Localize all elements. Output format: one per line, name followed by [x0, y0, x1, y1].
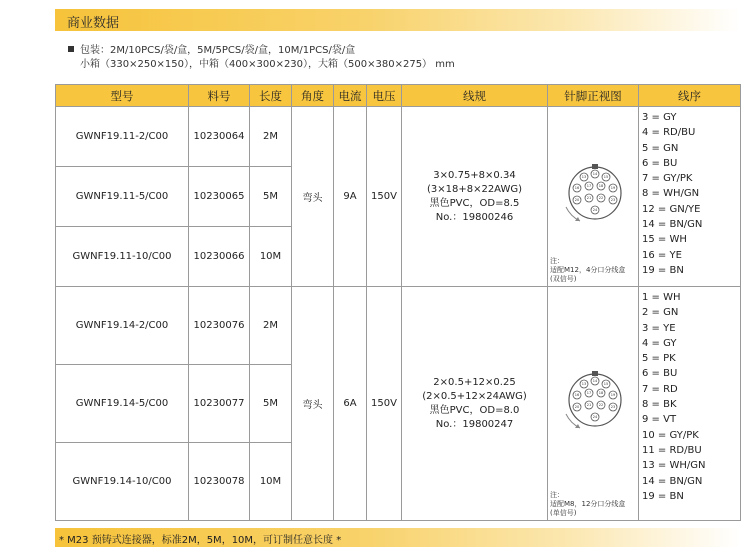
- header-wire-spec: 线规: [402, 85, 548, 107]
- wiring-entry: 14 = BN/GN: [642, 219, 703, 231]
- voltage-cell: 150V: [367, 287, 402, 521]
- wiring-entry: 8 = WH/GN: [642, 188, 700, 200]
- spec-line: (3×18+8×22AWG): [426, 183, 523, 195]
- pin-label: 21: [586, 402, 592, 407]
- table-header-row: [56, 85, 741, 107]
- wiring-cell: [639, 287, 741, 521]
- model-cell: GWNF19.11-2/C00: [56, 107, 189, 167]
- model-cell: GWNF19.11-10/C00: [56, 227, 189, 287]
- wire-spec-cell: [402, 107, 548, 287]
- product-table: [55, 84, 741, 521]
- section-header-bar: [55, 9, 740, 31]
- connector-pin-diagram: [556, 354, 634, 454]
- pin-label: 15: [603, 174, 609, 179]
- wiring-entry: 3 = GY: [642, 112, 677, 123]
- pin-note-line: (单信号): [550, 509, 577, 517]
- pin-label: 22: [598, 402, 604, 407]
- model-cell: GWNF19.14-2/C00: [56, 287, 189, 365]
- wiring-entry: 6 = BU: [642, 157, 678, 169]
- wiring-cell: [639, 107, 741, 287]
- pin-view-cell: [548, 107, 639, 287]
- pin-label: 23: [610, 404, 616, 409]
- pin-label: 13: [581, 381, 587, 386]
- part-cell: 10230064: [189, 107, 250, 167]
- wiring-entry: 4 = RD/BU: [642, 127, 696, 139]
- pin-label: 16: [574, 392, 580, 397]
- model-cell: GWNF19.14-5/C00: [56, 365, 189, 443]
- wiring-entry: 5 = PK: [642, 353, 676, 365]
- wire-spec-cell: [402, 287, 548, 521]
- spec-line: (2×0.5+12×24AWG): [422, 390, 527, 402]
- pin-label: 19: [610, 185, 616, 190]
- bullet-icon: [68, 46, 74, 52]
- header-angle: 角度: [292, 85, 334, 107]
- pin-note-line: 注：: [550, 491, 564, 499]
- table-row: [56, 287, 741, 365]
- pin-label: 20: [574, 404, 580, 409]
- footer-note: * M23 预铸式连接器，标准2M，5M，10M，可订制任意长度 *: [59, 535, 342, 546]
- connector-pin-diagram: [556, 147, 634, 247]
- section-title: 商业数据: [67, 16, 120, 31]
- spec-line: No.：19800247: [435, 418, 514, 430]
- pin-label: 21: [586, 195, 592, 200]
- pin-label: 17: [586, 183, 592, 188]
- spec-line: 黑色PVC，OD=8.0: [429, 404, 520, 416]
- wiring-entry: 6 = BU: [642, 368, 678, 380]
- pin-label: 16: [574, 185, 580, 190]
- pin-label: 14: [592, 171, 598, 176]
- wiring-entry: 14 = BN/GN: [642, 475, 703, 487]
- angle-cell: 弯头: [292, 107, 334, 287]
- wiring-entry: 10 = GY/PK: [642, 429, 699, 441]
- voltage-cell: 150V: [367, 107, 402, 287]
- wiring-entry: 16 = YE: [642, 249, 682, 261]
- length-cell: 5M: [250, 167, 292, 227]
- pin-label: 20: [574, 197, 580, 202]
- length-cell: 10M: [250, 227, 292, 287]
- table-row: [56, 107, 741, 167]
- packaging-line-1: 包装：2M/10PCS/袋/盒，5M/5PCS/袋/盒，10M/1PCS/袋/盒: [80, 45, 356, 56]
- packaging-info: [68, 44, 455, 72]
- header-wiring: 线序: [639, 85, 741, 107]
- spec-line: 3×0.75+8×0.34: [433, 169, 516, 181]
- pin-label: 18: [598, 183, 604, 188]
- pin-label: 24: [592, 207, 598, 212]
- wiring-entry: 15 = WH: [642, 234, 687, 246]
- wiring-entry: 19 = BN: [642, 264, 684, 276]
- wiring-entry: 3 = YE: [642, 322, 676, 334]
- wiring-entry: 9 = VT: [642, 414, 677, 426]
- spec-line: 2×0.5+12×0.25: [433, 376, 516, 388]
- pin-label: 19: [610, 392, 616, 397]
- part-cell: 10230065: [189, 167, 250, 227]
- wiring-entry: 11 = RD/BU: [642, 444, 702, 456]
- pin-label: 18: [598, 390, 604, 395]
- packaging-line-2: 小箱（330×250×150），中箱（400×300×230），大箱（500×380×275） mm: [80, 59, 455, 70]
- pin-label: 22: [598, 195, 604, 200]
- pin-label: 23: [610, 197, 616, 202]
- wiring-entry: 7 = RD: [642, 383, 678, 395]
- model-cell: GWNF19.11-5/C00: [56, 167, 189, 227]
- pin-note-line: 注：: [550, 257, 564, 265]
- footer-note-bar: [55, 528, 740, 547]
- wiring-entry: 8 = BK: [642, 399, 677, 411]
- pin-label: 14: [592, 378, 598, 383]
- part-cell: 10230077: [189, 365, 250, 443]
- wiring-entry: 2 = GN: [642, 307, 679, 319]
- wiring-entry: 7 = GY/PK: [642, 173, 693, 185]
- wiring-entry: 1 = WH: [642, 292, 681, 303]
- pin-note: [550, 491, 625, 518]
- wiring-entry: 4 = GY: [642, 337, 677, 349]
- pin-label: 15: [603, 381, 609, 386]
- wiring-entry: 12 = GN/YE: [642, 203, 701, 215]
- wiring-entry: 13 = WH/GN: [642, 460, 706, 472]
- length-cell: 2M: [250, 107, 292, 167]
- header-pin-view: 针脚正视图: [548, 85, 639, 107]
- pin-note-line: 适配M8，12分口分线盒: [550, 500, 626, 508]
- wiring-entry: 19 = BN: [642, 490, 684, 502]
- header-voltage: 电压: [367, 85, 402, 107]
- current-cell: 9A: [334, 107, 367, 287]
- length-cell: 5M: [250, 365, 292, 443]
- pin-label: 13: [581, 174, 587, 179]
- spec-line: No.：19800246: [435, 211, 514, 223]
- length-cell: 10M: [250, 443, 292, 521]
- wiring-entry: 5 = GN: [642, 142, 679, 154]
- part-cell: 10230076: [189, 287, 250, 365]
- pin-view-cell: [548, 287, 639, 521]
- header-part: 料号: [189, 85, 250, 107]
- current-cell: 6A: [334, 287, 367, 521]
- header-model: 型号: [56, 85, 189, 107]
- header-current: 电流: [334, 85, 367, 107]
- header-length: 长度: [250, 85, 292, 107]
- pin-label: 24: [592, 414, 598, 419]
- pin-note-line: 适配M12，4分口分线盒: [550, 266, 626, 274]
- part-cell: 10230066: [189, 227, 250, 287]
- spec-line: 黑色PVC，OD=8.5: [429, 197, 520, 209]
- pin-label: 17: [586, 390, 592, 395]
- pin-note: [550, 257, 625, 284]
- pin-note-line: (双信号): [550, 275, 577, 283]
- length-cell: 2M: [250, 287, 292, 365]
- angle-cell: 弯头: [292, 287, 334, 521]
- part-cell: 10230078: [189, 443, 250, 521]
- model-cell: GWNF19.14-10/C00: [56, 443, 189, 521]
